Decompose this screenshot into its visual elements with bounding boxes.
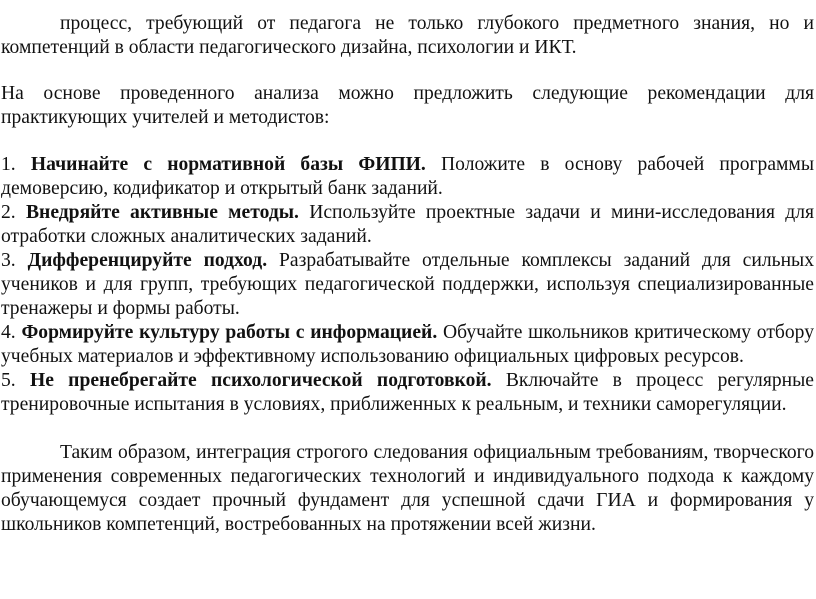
item-number: 5. [1,370,30,391]
item-text: Используйте проектные задачи и мини-исследования для отработки сложных аналитических заданий. [1,202,814,247]
recommendation-item [1,153,814,201]
recommendation-item [1,369,814,417]
conclusion-paragraph: Таким образом, интеграция строгого следования официальным требованиям, творческого применения современных педагогических технологий и индивидуального подхода к каждому обучающемуся создает прочный фундамент для успешной сдачи ГИА и формирования у школьников компетенций, востребованных на протяжении всей жизни. [1,442,814,535]
item-number: 1. [1,154,31,175]
recommendations-list [1,153,814,417]
recommendation-item [1,249,814,321]
item-title: Формируйте культуру работы с информацией. [21,322,438,343]
item-text: Положите в основу рабочей программы демоверсию, кодификатор и открытый банк заданий. [1,154,815,199]
intro-continuation-paragraph: процесс, требующий от педагога не только глубокого предметного знания, но и компетенций в области педагогического дизайна, психологии и ИКТ. [1,13,814,58]
item-title: Не пренебрегайте психологической подготовкой. [29,370,492,391]
recommendation-item [1,201,814,249]
item-title: Дифференцируйте подход. [27,250,268,271]
item-number: 3. [1,250,28,271]
item-title: Начинайте с нормативной базы ФИПИ. [30,154,426,175]
item-text: Разрабатывайте отдельные комплексы заданий для сильных учеников и для групп, требующих педагогической поддержки, используя специализированные тренажеры и формы работы. [1,250,815,319]
lead-in-paragraph: На основе проведенного анализа можно предложить следующие рекомендации для практикующих учителей и методистов: [1,83,814,128]
recommendation-item [1,321,814,369]
item-text: Обучайте школьников критическому отбору учебных материалов и эффективному использованию официальных цифровых ресурсов. [1,322,814,367]
item-title: Внедряйте активные методы. [25,202,299,223]
item-number: 2. [1,202,26,223]
item-number: 4. [1,322,22,343]
item-text: Включайте в процесс регулярные тренировочные испытания в условиях, приближенных к реальным, и техники саморегуляции. [1,370,814,415]
